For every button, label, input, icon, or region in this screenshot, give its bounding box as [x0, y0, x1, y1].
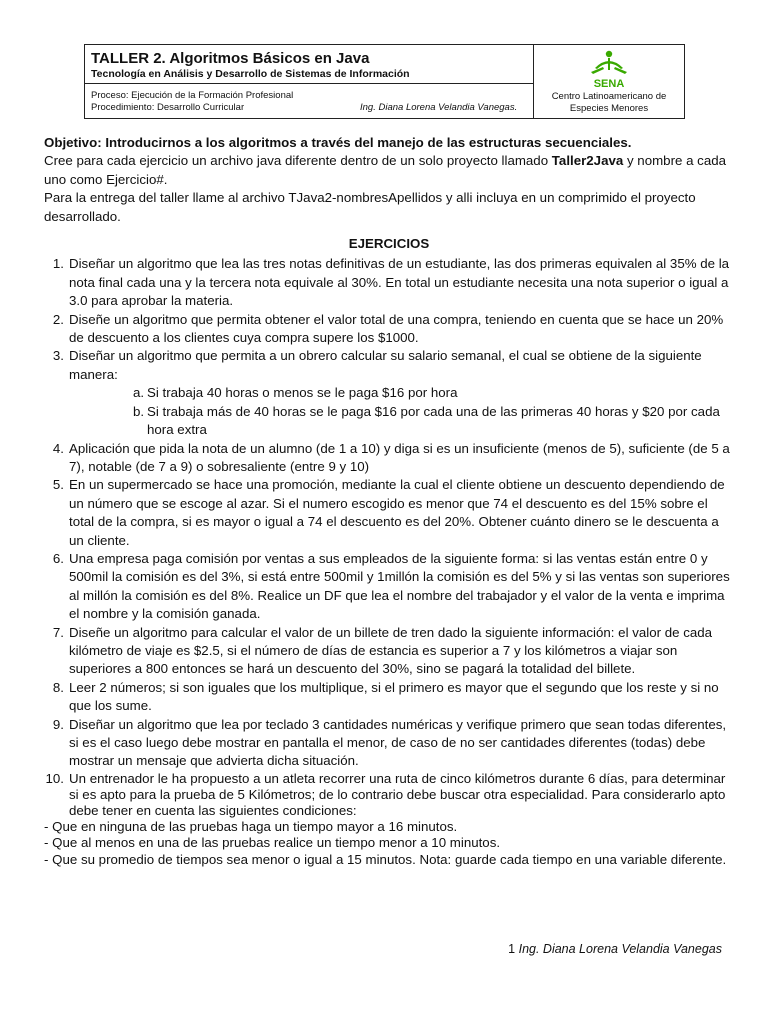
- page-number: 1: [508, 942, 516, 956]
- subitem-a: [133, 384, 734, 402]
- exercise-number: 8.: [52, 679, 64, 695]
- logo-wordmark: SENA: [593, 78, 625, 90]
- training-center-name: [534, 91, 684, 115]
- document-body: [44, 134, 734, 868]
- exercise-item: [44, 347, 734, 439]
- exercise-subitems: [69, 384, 734, 439]
- instructor-name: Ing. Diana Lorena Velandia Vanegas.: [360, 102, 518, 113]
- exercise-item: [44, 716, 734, 771]
- exercise-number: 6.: [52, 550, 64, 566]
- exercise-text: Diseñar un algoritmo que lea las tres notas definitivas de un estudiante, las dos primeras equivalen al 35% de la nota final cada una y la tercera nota equivale al 30%. En total un estudiante necesita una nota superior o igual a 3.0 para aprobar la materia.: [69, 256, 730, 309]
- subitem-letter: a.: [133, 385, 145, 401]
- exercise-number: 10.: [45, 770, 64, 786]
- exercise-text: Un entrenador le ha propuesto a un atleta recorrer una ruta de cinco kilómetros durante 6 días, para determinar si es apto para la prueba de 5 Kilómetros; de lo contrario debe buscar otra especialidad. Para considerarlo apto debe tener en cuenta las siguientes condiciones:: [69, 770, 726, 818]
- subitem-letter: b.: [133, 403, 145, 419]
- subitem-text: Si trabaja más de 40 horas se le paga $16 por cada una de las primeras 40 horas y $20 por cada hora extra: [147, 403, 720, 438]
- project-name: Taller2Java: [551, 153, 624, 169]
- condition-item: - Que su promedio de tiempos sea menor o igual a 15 minutos. Nota: guarde cada tiempo en una variable diferente.: [44, 851, 727, 867]
- header-logo-cell: [534, 45, 684, 118]
- exercise-number: 1.: [52, 256, 64, 272]
- exercise-text: Diseñar un algoritmo que lea por teclado 3 cantidades numéricas y verifique primero que sean todas diferentes, si es el caso luego debe mostrar en pantalla el menor, de caso de no ser cantidades diferentes (todas) debe mostrar un mensaje que advierta dicha situación.: [69, 716, 727, 769]
- exercise-number: 7.: [52, 624, 64, 640]
- exercises-heading: EJERCICIOS: [348, 236, 430, 252]
- exercise-item: [44, 550, 734, 624]
- process-label: Proceso: Ejecución de la Formación Profesional: [91, 90, 294, 101]
- document-title: TALLER 2. Algoritmos Básicos en Java: [91, 50, 370, 67]
- center-name-line2: Especies Menores: [569, 103, 649, 114]
- exercise-item: [44, 771, 734, 819]
- exercise-number: 2.: [52, 311, 64, 327]
- instructions-paragraph: [44, 152, 734, 189]
- subitem-text: Si trabaja 40 horas o menos se le paga $16 por hora: [147, 385, 458, 401]
- exercise-text: Aplicación que pida la nota de un alumno (de 1 a 10) y diga si es un insuficiente (menos de 5), suficiente (de 5 a 7), notable (de 7 a 9) o sobresaliente (entre 9 y 10): [69, 440, 730, 474]
- condition-item: - Que en ninguna de las pruebas haga un tiempo mayor a 16 minutos.: [44, 818, 458, 834]
- exercise-item: [44, 476, 734, 550]
- exercise-item: [44, 624, 734, 679]
- exercise-text: Diseñe un algoritmo que permita obtener el valor total de una compra, teniendo en cuenta que se hace un 20% de descuento a los clientes cuya compra supere los $1000.: [69, 311, 724, 346]
- center-name-line1: Centro Latinoamericano de: [551, 91, 667, 102]
- exercise-item: [44, 311, 734, 348]
- condition-item: - Que al menos en una de las pruebas realice un tiempo menor a 10 minutos.: [44, 835, 501, 851]
- exercise-number: 5.: [52, 477, 64, 493]
- program-name: Tecnología en Análisis y Desarrollo de Sistemas de Información: [91, 68, 410, 80]
- exercise-text: Una empresa paga comisión por ventas a sus empleados de la siguiente forma: si las ventas están entre 0 y 500mil la comisión es del 3%, si está entre 500mil y 1millón la comisión es del 5% y si las ventas son superiores al millón la comisión es del 8%. Realice un DF que lea el nombre del trabajador y el valor de la venta e imprima el nombre y la comisión ganada.: [69, 550, 730, 622]
- exercise-item: [44, 255, 734, 310]
- exercise-text: Diseñe un algoritmo para calcular el valor de un billete de tren dado la siguiente información: el valor de cada kilómetro de viaje es $2.5, si el número de días de estancia es superior a 7 y los kilómetros a viajar son superiores a 800 entonces se hará un descuento del 30%, sino se pagará la totalidad del billete.: [69, 624, 713, 677]
- subitem-b: [133, 403, 734, 440]
- sena-logo: [585, 50, 633, 90]
- procedure-label: Procedimiento: Desarrollo Curricular: [91, 102, 245, 113]
- instructions-text-a: Cree para cada ejercicio un archivo java diferente dentro de un solo proyecto llamado: [44, 153, 552, 169]
- exercise-number: 9.: [52, 716, 64, 732]
- objective: Objetivo: Introducirnos a los algoritmos a través del manejo de las estructuras secuenciales.: [44, 135, 632, 150]
- exercise-text: Diseñar un algoritmo que permita a un obrero calcular su salario semanal, el cual se obtiene de la siguiente manera:: [69, 348, 702, 382]
- exercise-number: 3.: [52, 348, 64, 364]
- exercise-item: [44, 440, 734, 477]
- document-header: [84, 44, 685, 119]
- footer-author: Ing. Diana Lorena Velandia Vanegas: [518, 942, 722, 956]
- exercise-number: 4.: [52, 440, 64, 456]
- exercise-text: En un supermercado se hace una promoción, mediante la cual el cliente obtiene un descuento dependiendo de un número que se escoge al azar. Si el numero escogido es menor que 74 el descuento es del 15% sobre el total de la compra, si es mayor o igual a 74 el descuento es del 20%. Obtener cuánto dinero se le descuenta a un cliente.: [69, 477, 725, 548]
- delivery-instructions: Para la entrega del taller llame al archivo TJava2-nombresApellidos y alli incluya en un comprimido el proyecto desarrollado.: [44, 190, 696, 224]
- exercise-text: Leer 2 números; si son iguales que los multiplique, si el primero es mayor que el segundo que los reste y si no que los sume.: [69, 679, 719, 714]
- page-footer: [0, 942, 722, 956]
- exercise-item: [44, 679, 734, 716]
- header-divider: [85, 83, 533, 84]
- header-info-cell: [85, 45, 534, 118]
- instructions-text-b: y nombre a cada uno como Ejercicio#.: [44, 153, 727, 187]
- exercise-list: [44, 255, 734, 818]
